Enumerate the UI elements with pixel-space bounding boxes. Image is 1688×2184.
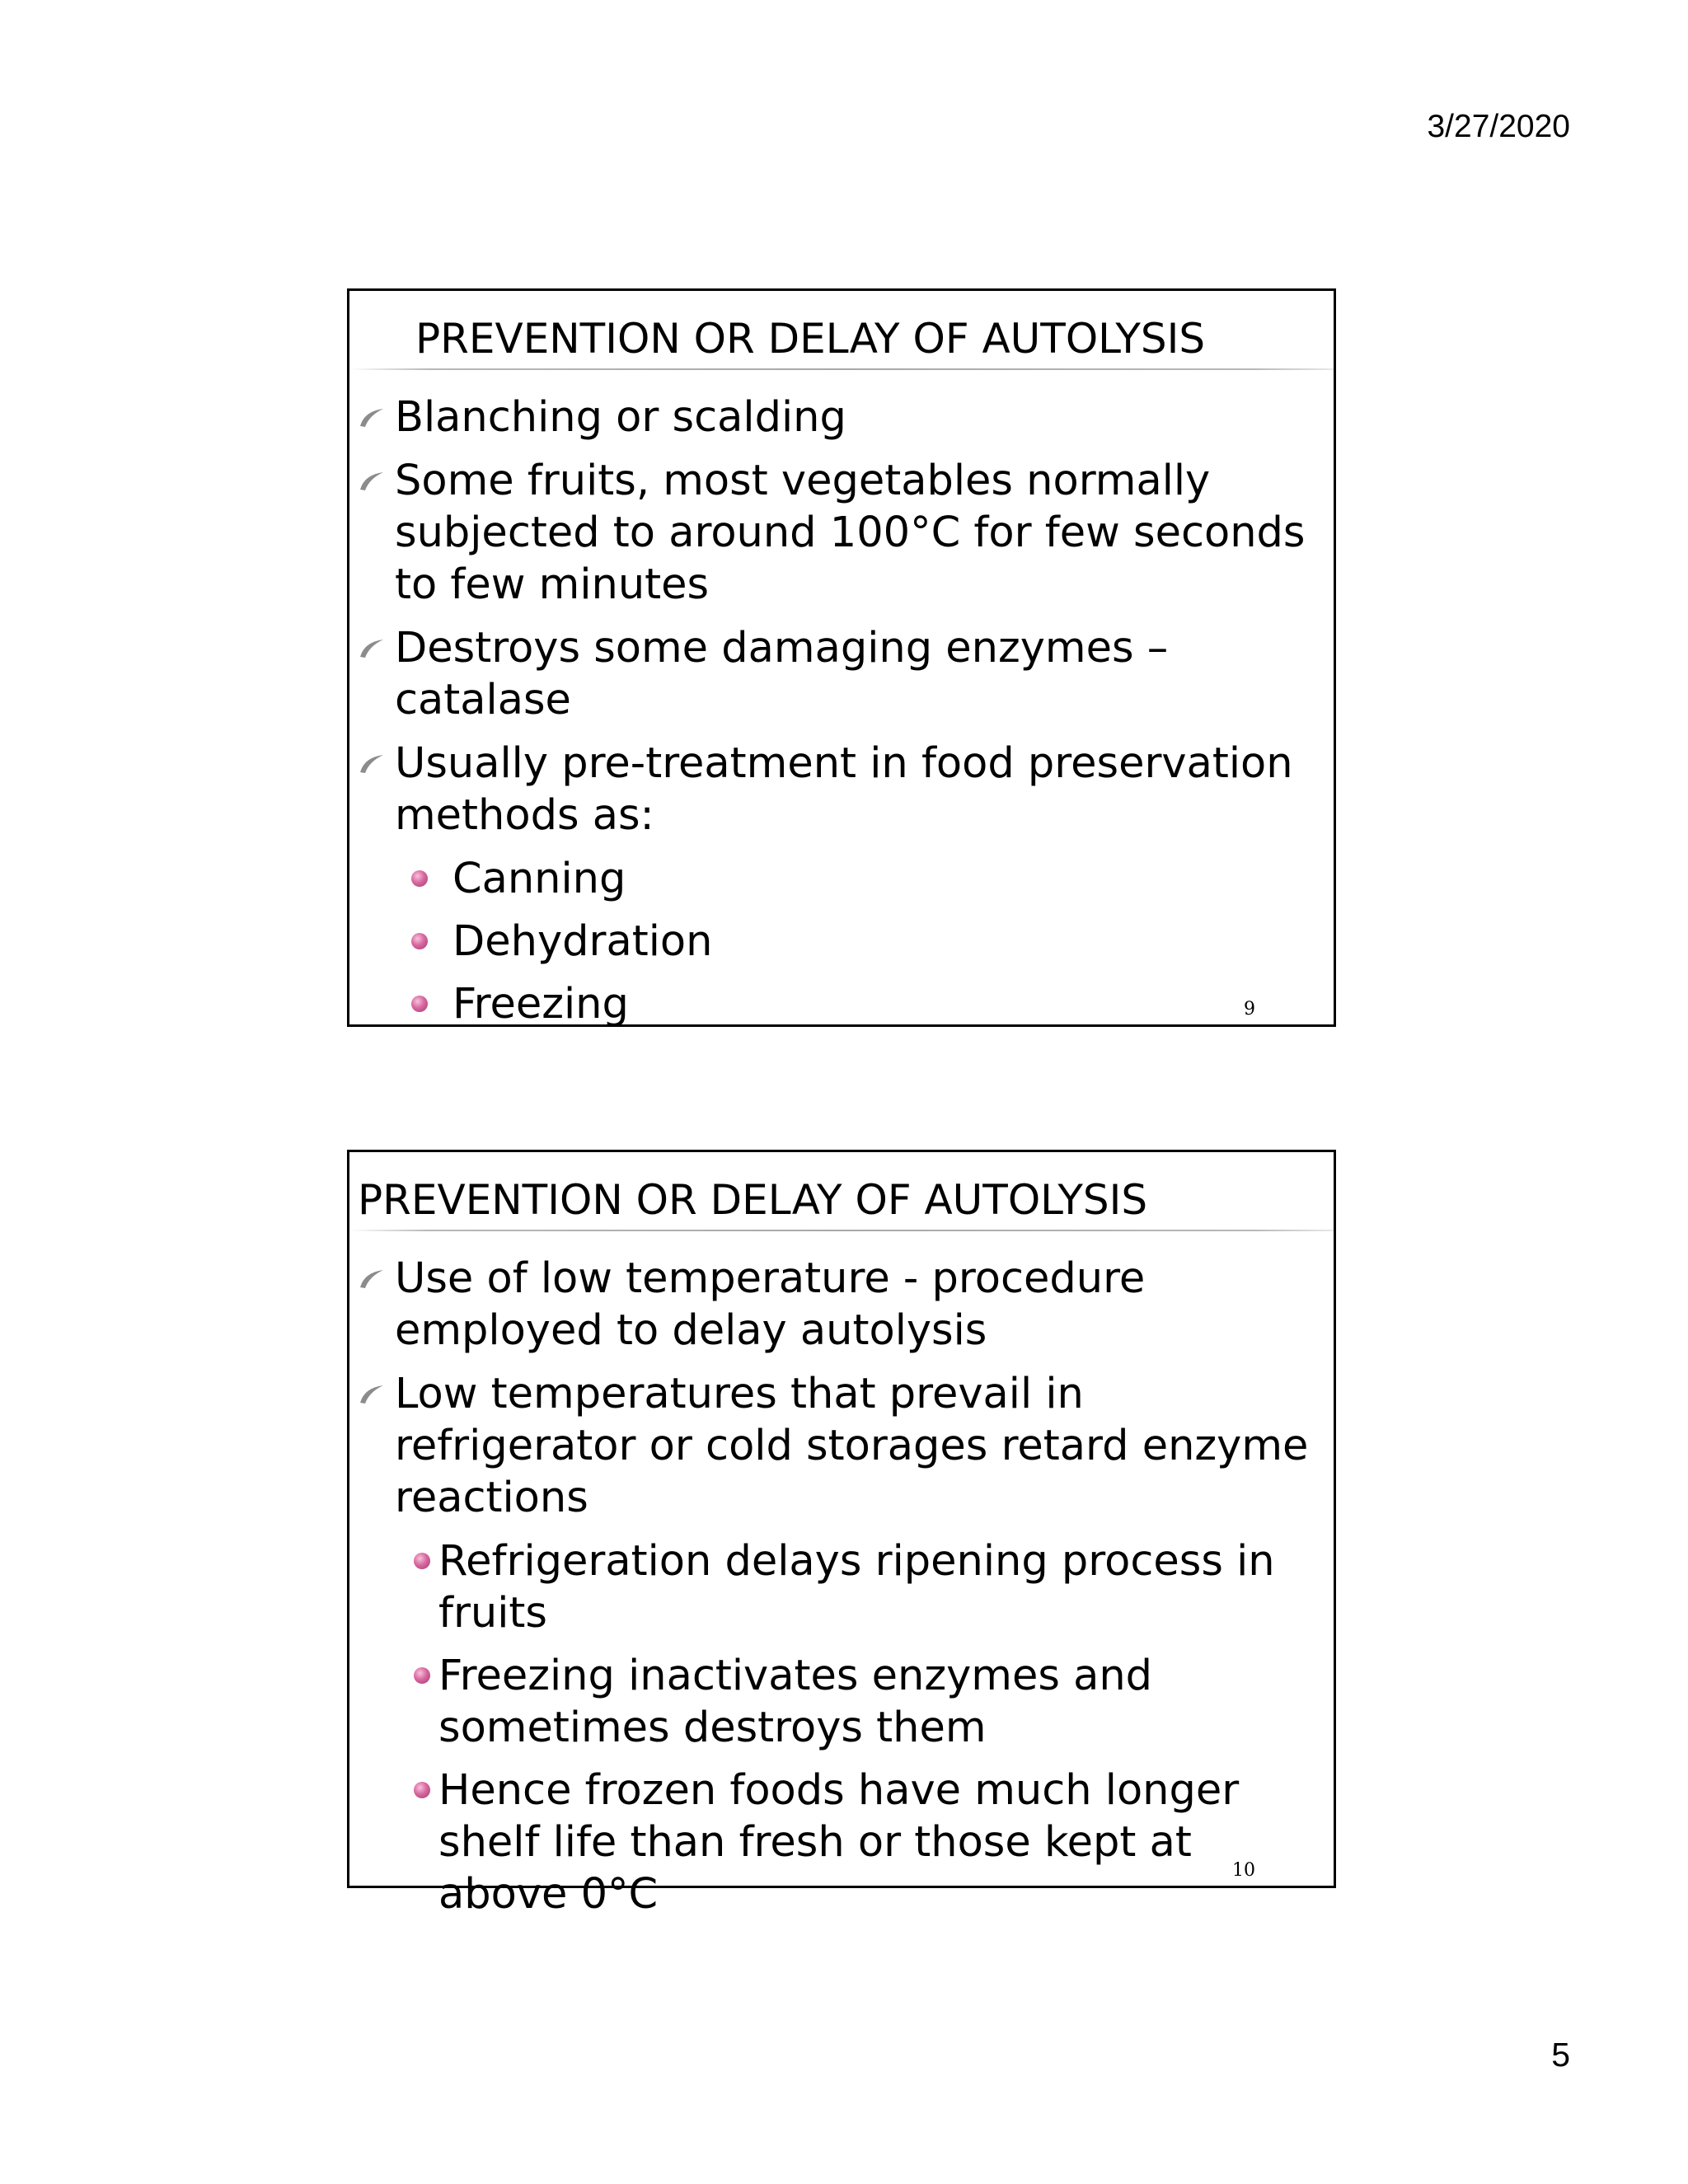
curved-stroke-bullet-icon xyxy=(358,470,386,491)
slide-9 xyxy=(347,288,1336,1027)
slide-title: PREVENTION OR DELAY OF AUTOLYSIS xyxy=(415,315,1206,363)
curved-stroke-bullet-icon xyxy=(358,637,386,658)
pink-dot-bullet-icon xyxy=(414,1782,430,1798)
page-date: 3/27/2020 xyxy=(1427,109,1570,144)
curved-stroke-bullet-icon xyxy=(358,406,386,428)
sub-list-item xyxy=(349,978,1325,1030)
list-item xyxy=(349,455,1325,611)
slide-10 xyxy=(347,1150,1336,1919)
curved-stroke-bullet-icon xyxy=(358,1383,386,1404)
bullet-text: Destroys some damaging enzymes – catalase xyxy=(395,624,1169,724)
slide-number: 10 xyxy=(1232,1860,1255,1881)
bullet-text: Some fruits, most vegetables normally subjected to around 100°C for few seconds to few minutes xyxy=(395,457,1306,609)
sub-list-item xyxy=(349,1535,1325,1639)
list-item xyxy=(349,738,1325,1030)
title-divider xyxy=(349,1230,1334,1231)
sub-list-item xyxy=(349,1650,1325,1754)
bullet-text: Low temperatures that prevail in refrigerator or cold storages retard enzyme reactions xyxy=(395,1370,1309,1522)
page-number: 5 xyxy=(1551,2036,1570,2074)
sub-list-item xyxy=(349,853,1325,905)
sub-bullet-text: Freezing xyxy=(452,980,629,1029)
bullet-list xyxy=(349,1253,1325,1932)
pink-dot-bullet-icon xyxy=(411,996,428,1012)
sub-bullet-text: Dehydration xyxy=(452,917,713,966)
sub-bullet-list xyxy=(349,853,1325,1030)
bullet-text: Blanching or scalding xyxy=(395,393,846,442)
sub-list-item xyxy=(349,916,1325,968)
sub-bullet-text: Canning xyxy=(452,855,626,903)
slide-title: PREVENTION OR DELAY OF AUTOLYSIS xyxy=(358,1176,1148,1224)
bullet-list xyxy=(349,391,1325,1042)
list-item xyxy=(349,1368,1325,1920)
sub-bullet-text: Refrigeration delays ripening process in fruits xyxy=(438,1537,1275,1638)
sub-bullet-list xyxy=(349,1535,1325,1920)
list-item xyxy=(349,1253,1325,1357)
pink-dot-bullet-icon xyxy=(411,933,428,949)
pink-dot-bullet-icon xyxy=(414,1667,430,1684)
list-item xyxy=(349,391,1325,443)
sub-list-item xyxy=(349,1765,1325,1920)
curved-stroke-bullet-icon xyxy=(358,1268,386,1289)
bullet-text: Usually pre-treatment in food preservation methods as: xyxy=(395,739,1293,840)
curved-stroke-bullet-icon xyxy=(358,752,386,774)
slide-number: 9 xyxy=(1244,999,1255,1019)
title-divider xyxy=(349,368,1334,370)
list-item xyxy=(349,622,1325,726)
sub-bullet-text: Freezing inactivates enzymes and sometimes destroys them xyxy=(438,1652,1153,1752)
sub-bullet-text: Hence frozen foods have much longer shelf life than fresh or those kept at above 0°C xyxy=(438,1766,1240,1919)
pink-dot-bullet-icon xyxy=(411,870,428,887)
bullet-text: Use of low temperature - procedure employed to delay autolysis xyxy=(395,1254,1146,1355)
pink-dot-bullet-icon xyxy=(414,1553,430,1569)
